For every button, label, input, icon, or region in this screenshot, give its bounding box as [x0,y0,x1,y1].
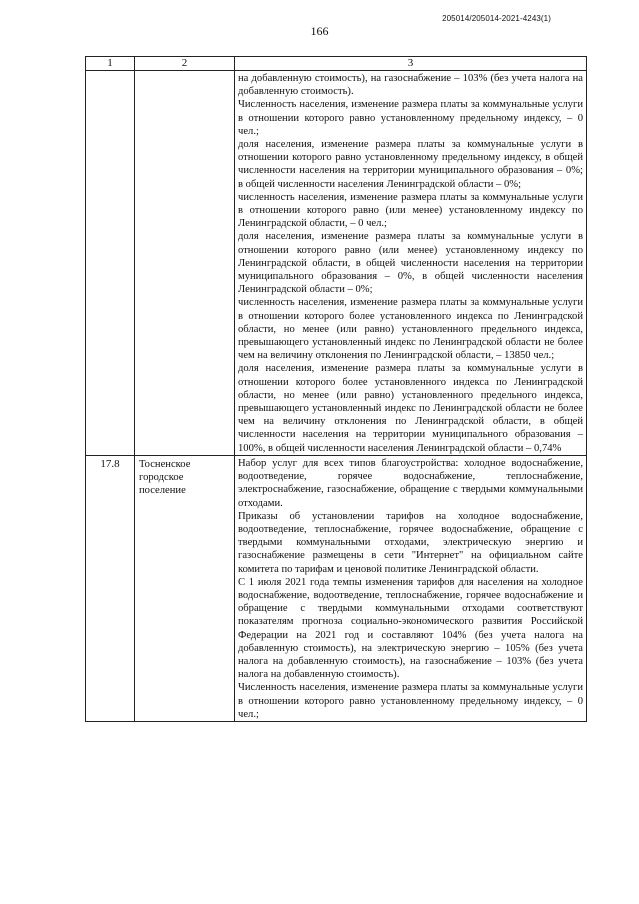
description-cell [235,455,587,721]
paragraph: С 1 июля 2021 года темпы изменения тарифов для населения на холодное водоснабжение, водоотведение, теплоснабжение, горячее водоснабжение и обращение с твердыми коммунальными отходами соответствуют показателям прогноза социально-экономического развития Российской Федерации на 2021 год и составляют 104% (без учета налога на добавленную стоимость), на электрическую энергию – 105% (без учета налога на добавленную стоимость), на газоснабжение – 103% (без учета налога на добавленную стоимость). [238,576,583,681]
paragraph: Набор услуг для всех типов благоустройства: холодное водоснабжение, водоотведение, горячее водоснабжение, теплоснабжение, электроснабжение, газоснабжение, обращение с твердыми коммунальными отходами. [238,457,583,509]
column-header-3: 3 [235,57,587,71]
paragraph: доля населения, изменение размера платы за коммунальные услуги в отношении которого равно (или менее) установленному индексу по Ленинградской области, в общей численности населения на территории муниципального образования – 0%, в общей численности населения Ленинградской области – 0%; [238,231,583,296]
description-cell [235,71,587,456]
table-row-17-8 [86,455,587,721]
document-code: 205014/205014-2021-4243(1) [442,14,551,23]
paragraph: доля населения, изменение размера платы за коммунальные услуги в отношении которого равно установленному предельному индексу, в общей численности населения на территории муниципального образования – 0%; в общей численности населения Ленинградской области – 0%; [238,139,583,190]
row-number-cell [86,71,135,456]
data-table [85,56,587,722]
paragraph: Приказы об установлении тарифов на холодное водоснабжение, водоотведение, теплоснабжение, горячее водоснабжение, обращение с твердыми коммунальными отходами, электрическую энергию и газоснабжение размещены в сети "Интернет" на официальном сайте комитета по тарифам и ценовой политике Ленинградской области. [238,510,583,575]
column-header-2: 2 [135,57,235,71]
column-header-1: 1 [86,57,135,71]
paragraph: численность населения, изменение размера платы за коммунальные услуги в отношении которого равно (или менее) установленному индексу по Ленинградской области, – 0 чел.; [238,191,583,230]
table-row-continued [86,71,587,456]
paragraph: Численность населения, изменение размера платы за коммунальные услуги в отношении которого равно установленному предельному индексу, – 0 чел.; [238,682,583,720]
paragraph: на добавленную стоимость), на газоснабжение – 103% (без учета налога на добавленную стоимость). [238,73,583,98]
paragraph: доля населения, изменение размера платы за коммунальные услуги в отношении которого более установленного индекса по Ленинградской области, но менее (или равно) установленного предельного индекса, превышающего установленный индекс по Ленинградской области не более чем на величину отклонения по Ленинградской области, в общей численности населения на территории муниципального образования – 100%, в общей численности населения Ленинградской области – 0,74% [238,363,583,454]
paragraph: численность населения, изменение размера платы за коммунальные услуги в отношении которого более установленного индекса по Ленинградской области, но менее (или равно) установленного предельного индекса, превышающего установленный индекс по Ленинградской области не более чем на величину отклонения по Ленинградской области, – 13850 чел.; [238,297,583,362]
table-header-row [86,57,587,71]
municipality-cell [135,71,235,456]
row-number-cell: 17.8 [86,455,135,721]
page-number: 166 [310,24,329,38]
paragraph: Численность населения, изменение размера платы за коммунальные услуги в отношении которого равно установленному предельному индексу, – 0 чел.; [238,99,583,137]
municipality-cell: Тосненское городское поселение [135,455,235,721]
